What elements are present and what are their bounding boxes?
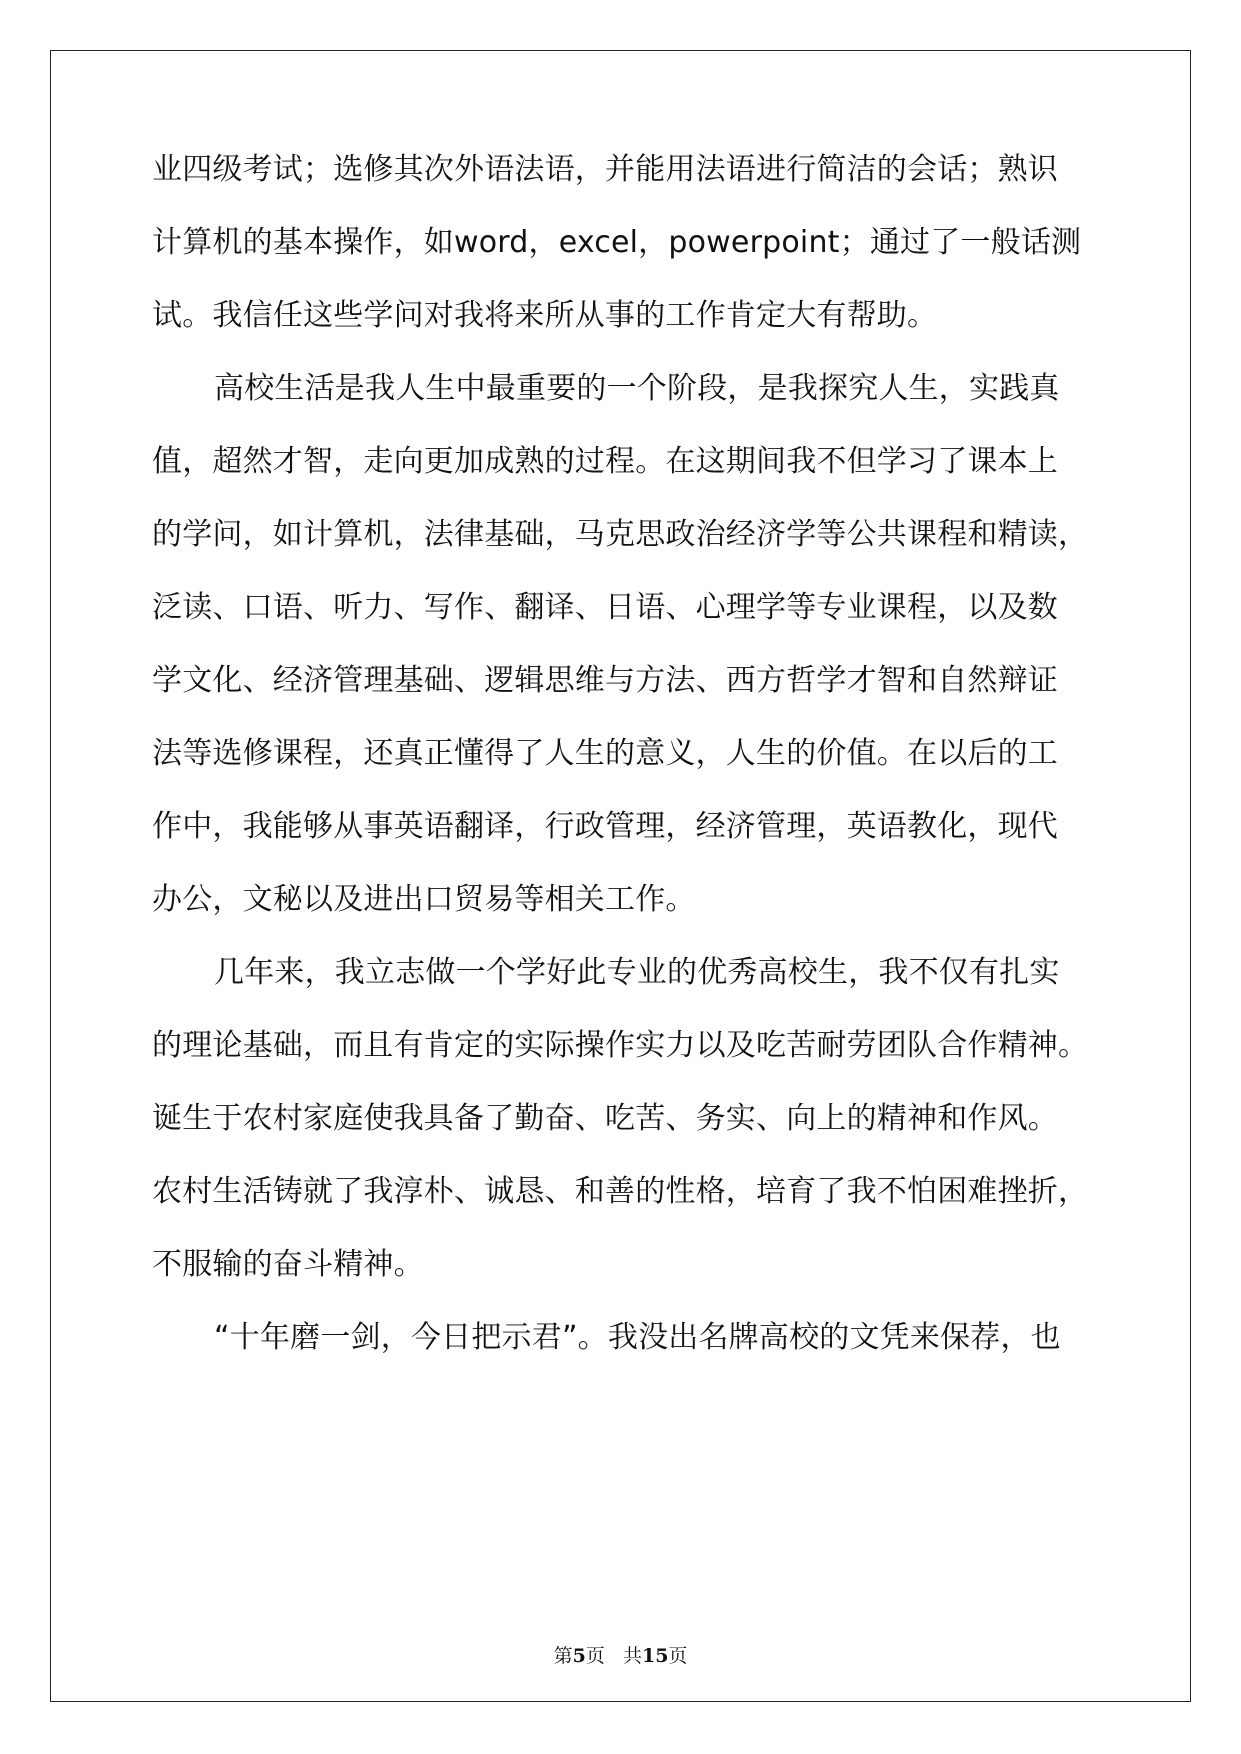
- text-line-14: 诞生于农村家庭使我具备了勤奋、吃苦、务实、向上的精神和作风。: [152, 1101, 1058, 1136]
- footer-total-pages: 15: [641, 1645, 669, 1667]
- text-line-3: 试。我信任这些学问对我将来所从事的工作肯定大有帮助。: [152, 298, 938, 333]
- page-footer: [0, 1643, 1241, 1669]
- text-line-13: 的理论基础，而且有肯定的实际操作实力以及吃苦耐劳团队合作精神。: [152, 1028, 1089, 1063]
- text-line-7: 泛读、口语、听力、写作、翻译、日语、心理学等专业课程，以及数: [152, 590, 1058, 625]
- text-line-11: 办公，文秘以及进出口贸易等相关工作。: [152, 882, 696, 917]
- footer-page-suffix: 页: [585, 1645, 605, 1667]
- footer-page-prefix: 第: [553, 1645, 573, 1667]
- text-line-6: 的学问，如计算机，法律基础，马克思政治经济学等公共课程和精读，: [152, 517, 1089, 552]
- text-line-15: 农村生活铸就了我淳朴、诚恳、和善的性格，培育了我不怕困难挫折，: [152, 1174, 1089, 1209]
- text-line-4: 高校生活是我人生中最重要的一个阶段，是我探究人生，实践真: [214, 371, 1060, 406]
- footer-page-number: 5: [572, 1645, 586, 1667]
- text-line-5: 值，超然才智，走向更加成熟的过程。在这期间我不但学习了课本上: [152, 444, 1058, 479]
- text-line-1: 业四级考试；选修其次外语法语，并能用法语进行简洁的会话；熟识: [152, 152, 1058, 187]
- text-line-12: 几年来，我立志做一个学好此专业的优秀高校生，我不仅有扎实: [214, 955, 1060, 990]
- text-line-10: 作中，我能够从事英语翻译，行政管理，经济管理，英语教化，现代: [152, 809, 1058, 844]
- text-line-16: 不服输的奋斗精神。: [152, 1247, 424, 1282]
- footer-total-prefix: 共: [622, 1645, 642, 1667]
- text-line-17: “十年磨一剑，今日把示君”。我没出名牌高校的文凭来保荐，也: [214, 1320, 1061, 1355]
- text-line-2: 计算机的基本操作，如word，excel，powerpoint；通过了一般话测: [152, 225, 1082, 260]
- footer-total-suffix: 页: [668, 1645, 688, 1667]
- text-line-8: 学文化、经济管理基础、逻辑思维与方法、西方哲学才智和自然辩证: [152, 663, 1058, 698]
- text-line-9: 法等选修课程，还真正懂得了人生的意义，人生的价值。在以后的工: [152, 736, 1058, 771]
